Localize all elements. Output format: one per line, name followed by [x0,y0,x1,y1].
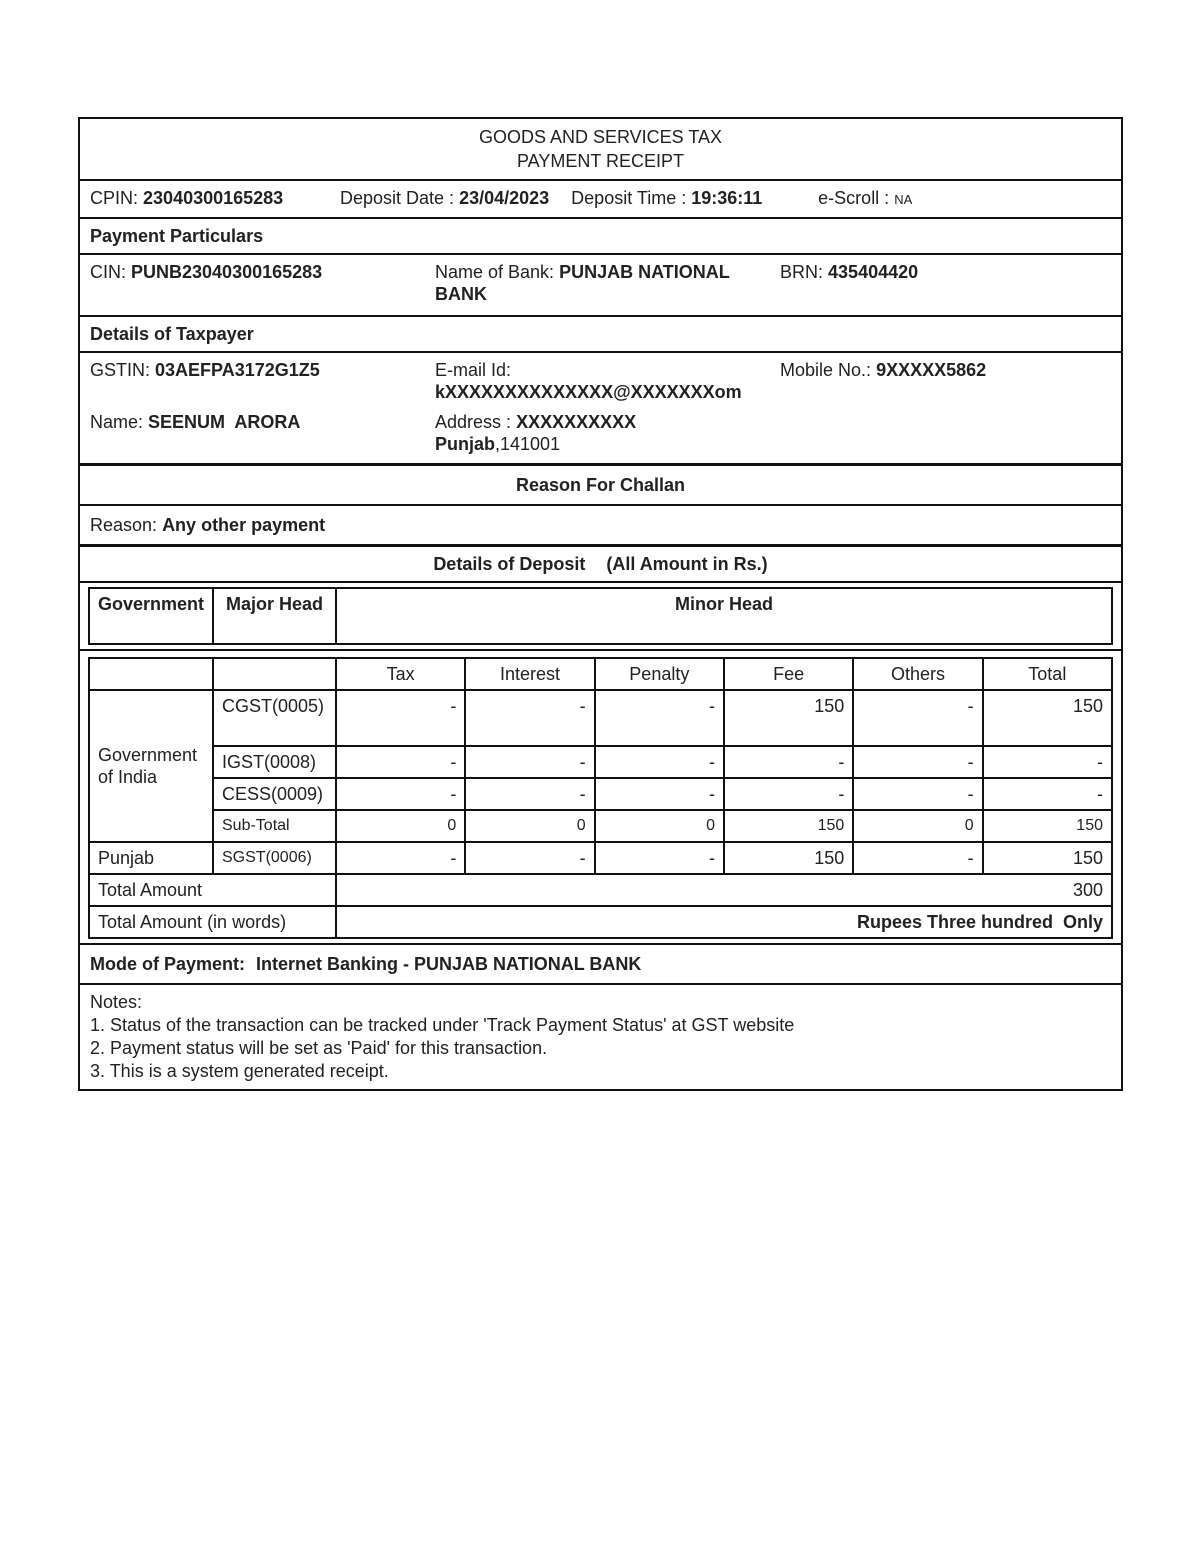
payment-particulars-heading: Payment Particulars [80,219,1121,255]
taxpayer-empty [780,411,1111,455]
reason-value: Any other payment [162,515,326,535]
notes-heading: Notes: [90,992,143,1012]
mode-of-payment [80,945,1121,985]
bank-name-label: Name of Bank: [435,262,555,282]
bank-name-value: PUNJAB NATIONAL BANK [435,262,730,304]
deposit-time-label: Deposit Time : [571,188,687,208]
cpin-value: 23040300165283 [143,188,284,208]
bank-name [435,261,780,305]
minor-head-header-cell: Minor Head [336,588,1112,644]
brn-value: 435404420 [828,262,919,282]
total-row [89,874,1112,906]
value-cell: - [724,778,853,810]
words-row [89,906,1112,938]
value-cell: 150 [724,810,853,842]
address [435,411,780,455]
value-cell: - [465,778,594,810]
notes [80,985,1121,1089]
value-cell: 150 [724,690,853,746]
head-cell: IGST(0008) [213,746,336,778]
cpin-label: CPIN: [90,188,139,208]
cpin [90,187,318,211]
name-label: Name: [90,412,144,432]
value-cell: - [336,690,465,746]
value-cell: 0 [595,810,724,842]
deposit-details [80,651,1121,945]
table-row [89,778,1112,810]
value-cell: - [465,842,594,874]
title-line-2: PAYMENT RECEIPT [516,151,685,171]
head-cell: CGST(0005) [213,690,336,746]
col-tax: Tax [336,658,465,690]
value-cell: 0 [336,810,465,842]
value-cell: - [983,746,1112,778]
taxpayer-name [90,411,435,455]
value-cell: - [595,842,724,874]
value-cell: - [983,778,1112,810]
value-cell: - [853,842,982,874]
government-header: Government [89,588,213,644]
col-penalty: Penalty [595,658,724,690]
deposit-time-value: 19:36:11 [691,188,763,208]
state-row [89,842,1112,874]
head-cell: CESS(0009) [213,778,336,810]
note-item: 1. Status of the transaction can be tracked under 'Track Payment Status' at GST website [90,1015,795,1035]
value-cell: - [853,746,982,778]
deposit-date-label: Deposit Date : [340,188,455,208]
mobile-value: 9XXXXX5862 [876,360,987,380]
head-cell: Sub-Total [213,810,336,842]
gov-india-cell [89,690,213,842]
value-cell: - [595,690,724,746]
value-cell: 150 [983,842,1112,874]
deposit-amount-note: (All Amount in Rs.) [606,554,768,574]
cpin-row [80,181,1121,219]
brn [780,261,1111,305]
mode-value: Internet Banking - PUNJAB NATIONAL BANK [256,954,642,974]
value-cell: - [595,746,724,778]
major-head-header: Major Head [213,588,336,644]
deposit-table [88,657,1113,939]
escroll-value: NA [894,192,913,207]
gov-india-line2: of India [98,767,158,787]
escroll [818,187,912,211]
receipt-title [80,119,1121,181]
blank-cell [89,658,213,690]
mobile [780,359,1111,403]
deposit-heading [80,547,1121,583]
brn-label: BRN: [780,262,824,282]
value-cell: - [465,746,594,778]
taxpayer-heading: Details of Taxpayer [80,317,1121,353]
blank-cell [213,658,336,690]
table-row [89,746,1112,778]
value-cell: 150 [724,842,853,874]
address-state: Punjab [435,434,496,454]
taxpayer-details [80,353,1121,466]
deposit-header-table [88,587,1113,645]
title-line-1: GOODS AND SERVICES TAX [478,127,723,147]
total-value: 300 [336,874,1112,906]
value-cell: - [336,746,465,778]
col-interest: Interest [465,658,594,690]
address-pin: ,141001 [495,434,561,454]
head-cell: SGST(0006) [213,842,336,874]
address-line1: XXXXXXXXXX [516,412,637,432]
deposit-date-value: 23/04/2023 [459,188,550,208]
taxpayer-row-1 [90,359,1111,403]
column-header-row [89,658,1112,690]
address-label: Address : [435,412,512,432]
name-value: SEENUM ARORA [148,412,301,432]
payment-particulars [80,255,1121,317]
value-cell: - [336,778,465,810]
cin-value: PUNB23040300165283 [131,262,323,282]
col-others: Others [853,658,982,690]
deposit-heading-text: Details of Deposit [433,554,586,574]
total-label: Total Amount [89,874,336,906]
reason [80,506,1121,547]
value-cell: 0 [465,810,594,842]
words-label: Total Amount (in words) [89,906,336,938]
mobile-label: Mobile No.: [780,360,872,380]
email-value: kXXXXXXXXXXXXXX@XXXXXXXom [435,382,742,402]
col-fee: Fee [724,658,853,690]
email-label: E-mail Id: [435,360,512,380]
value-cell: - [853,778,982,810]
cin-label: CIN: [90,262,126,282]
value-cell: - [724,746,853,778]
cin [90,261,435,305]
value-cell: 0 [853,810,982,842]
mode-label: Mode of Payment: [90,954,246,974]
table-row [89,690,1112,746]
minor-head-header [80,583,1121,651]
taxpayer-row-2 [90,411,1111,455]
value-cell: - [465,690,594,746]
subtotal-row [89,810,1112,842]
reason-label: Reason: [90,515,158,535]
payment-receipt [78,117,1123,1091]
value-cell: 150 [983,810,1112,842]
reason-heading: Reason For Challan [80,466,1121,506]
value-cell: 150 [983,690,1112,746]
deposit-time [571,187,796,211]
gstin-value: 03AEFPA3172G1Z5 [155,360,320,380]
value-cell: - [595,778,724,810]
gstin-label: GSTIN: [90,360,151,380]
col-total: Total [983,658,1112,690]
gov-india-line1: Government [98,745,198,765]
value-cell: - [853,690,982,746]
note-item: 2. Payment status will be set as 'Paid' for this transaction. [90,1038,548,1058]
escroll-label: e-Scroll : [818,188,890,208]
words-value: Rupees Three hundred Only [336,906,1112,938]
gstin [90,359,435,403]
state-gov-cell: Punjab [89,842,213,874]
value-cell: - [336,842,465,874]
email [435,359,780,403]
deposit-date [340,187,549,211]
note-item: 3. This is a system generated receipt. [90,1061,389,1081]
